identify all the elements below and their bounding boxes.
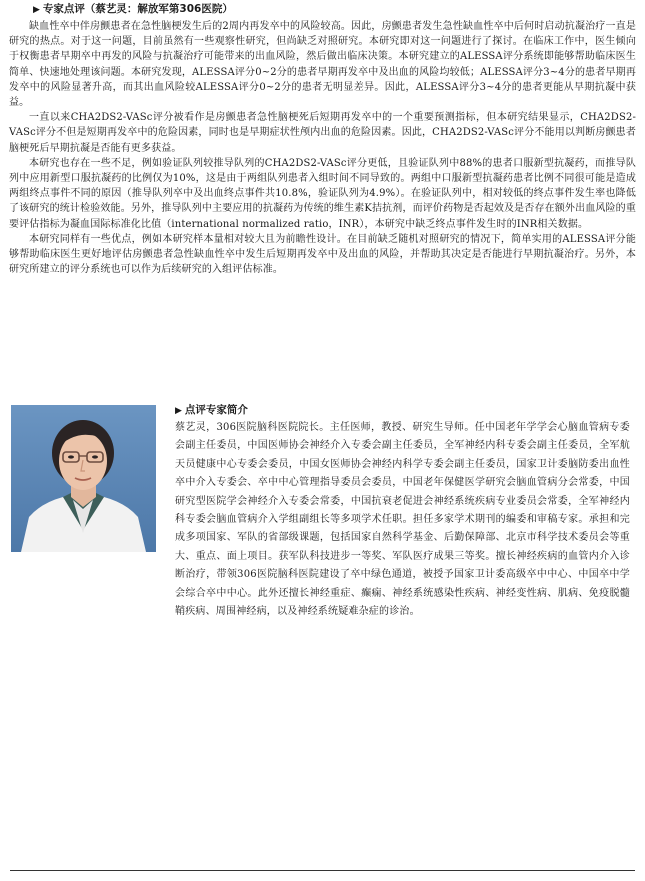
expert-portrait-graphic [11, 405, 156, 552]
review-paragraph-3: 本研究也存在一些不足，例如验证队列较推导队列的CHA2DS2-VASc评分更低，且验证队列中88%的患者口服新型抗凝药，而推导队列中应用新型口服抗凝药的比例仅为10%，这是由于两组队列患者入组时间不同导致的。两组中口服新型抗凝药患者比例不同很可能是造成两组终点事件不同的原因（推导队列卒中及出血终点事件共10.8%，验证队列为4.9%）。在验证队列中，相对较低的终点事件发生率也降低了该研究的统计检验效能。另外，推导队列中主要应用的抗凝药为传统的维生素K拮抗剂，而评价药物是否起效及是否存在额外出血风险的重要评估指标为凝血国际标准化比值（international normalized ratio，INR），本研究中缺乏终点事件发生时的INR相关数据。 [9, 157, 636, 230]
review-paragraph-4: 本研究同样有一些优点，例如本研究样本量相对较大且为前瞻性设计。在目前缺乏随机对照研究的情况下，简单实用的ALESSA评分能够帮助临床医生更好地评估房颤患者急性缺血性卒中发生后短期再发卒中及出血的风险，并帮助其决定是否能进行早期抗凝治疗。另外，本研究所建立的评分系统也可以作为后续研究的入组评估标准。 [9, 233, 636, 276]
triangle-right-icon: ▶ [33, 5, 40, 15]
triangle-right-icon: ▶ [175, 406, 182, 416]
expert-bio-heading [175, 403, 630, 417]
expert-bio-text: 蔡艺灵，306医院脑科医院院长。主任医师，教授、研究生导师。任中国老年学学会心脑血管病专委会副主任委员，中国医师协会神经介入专委会副主任委员，全军神经内科专委会副主任委员，全军航天员健康中心专委会委员，中国女医师协会神经内科学专委会副主任委员，国家卫计委脑防委出血性卒中介入专委会、卒中中心管理指导委员会委员，中国老年保健医学研究会脑血管病分会常委，中国研究型医院学会神经介入专委会常委，中国抗衰老促进会神经系统疾病专业委员会常委，全军神经内科专委会脑血管病介入学组副组长等多项学术任职。担任多家学术期刊的编委和审稿专家。承担和完成多项国家、军队的省部级课题，包括国家自然科学基金、后勤保障部、北京市科学技术委员会等重大、重点、面上项目。获军队科技进步一等奖、军队医疗成果三等奖。擅长神经疾病的血管内介入诊断治疗，带领306医院脑科医院建设了卒中绿色通道，被授予国家卫计委高级卒中中心、中国卒中学会综合卒中中心。此外还擅长神经重症、癫痫、神经系统感染性疾病、神经变性病、肌病、免疫脱髓鞘疾病、周围神经病，以及神经系统疑难杂症的诊治。 [175, 422, 630, 618]
expert-bio-heading-text: 点评专家简介 [184, 404, 248, 416]
review-paragraph-2: 一直以来CHA2DS2-VASc评分被看作是房颤患者急性脑梗死后短期再发卒中的一个重要预测指标，但本研究结果显示，CHA2DS2-VASc评分不但是短期再发卒中的危险因素，同时也是早期症状性颅内出血的危险因素。因此，CHA2DS2-VASc评分不能用以判断房颤患者脑梗死后早期抗凝是否能有更多获益。 [9, 112, 636, 154]
footer-divider [10, 870, 635, 871]
expert-bio-section [175, 403, 630, 621]
expert-review-heading [33, 2, 636, 16]
expert-review-heading-text: 专家点评（蔡艺灵：解放军第306医院） [42, 3, 233, 15]
expert-review-section [9, 2, 636, 277]
review-paragraph-1: 缺血性卒中伴房颤患者在急性脑梗发生后的2周内再发卒中的风险较高。因此，房颤患者发生急性缺血性卒中后何时启动抗凝治疗一直是研究的热点。对于这一问题，目前虽然有一些观察性研究，但尚缺乏对照研究。本研究即对这一问题进行了探讨。在临床工作中，医生倾向于权衡患者早期卒中再发的风险与抗凝治疗可能带来的出血风险，然后做出临床决策。本研究建立的ALESSA评分系统即能够帮助临床医生简单、快速地处理该问题。本研究发现，ALESSA评分0~2分的患者早期再发卒中及出血的风险均较低；ALESSA评分3~4分的患者早期再发卒中的风险显著升高，而其出血风险较ALESSA评分0~2分的患者无明显差异。因此，ALESSA评分3~4分的患者更能从早期抗凝中获益。 [9, 21, 636, 109]
expert-portrait-photo [11, 405, 156, 552]
